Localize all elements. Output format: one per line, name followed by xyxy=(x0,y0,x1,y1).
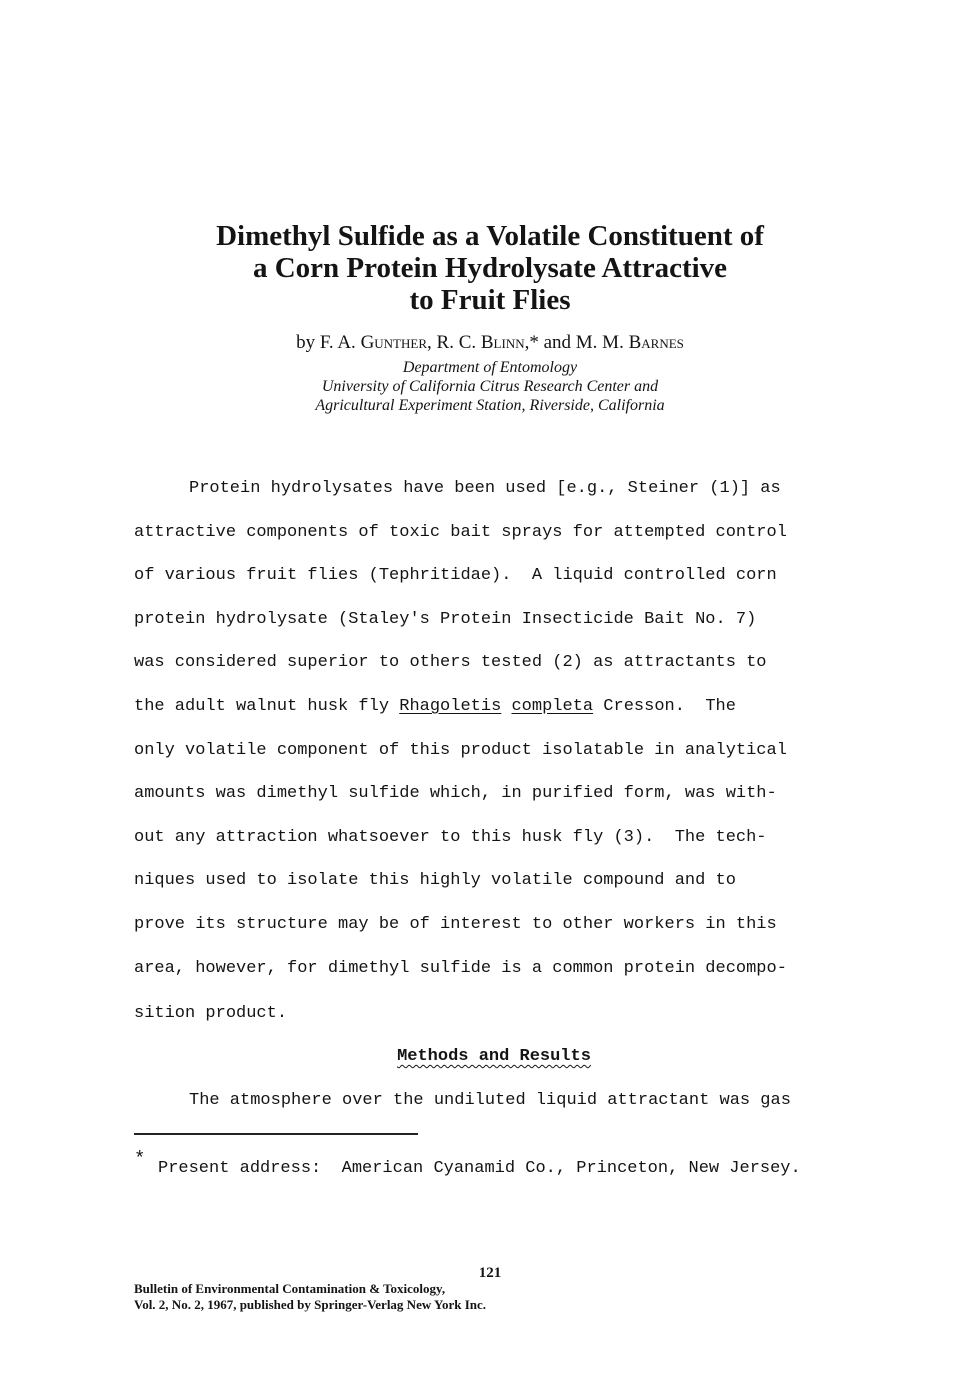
intro-line-8: amounts was dimethyl sulfide which, in purified form, was with- xyxy=(134,784,777,803)
intro-line-3: of various fruit flies (Tephritidae). A liquid controlled corn xyxy=(134,566,777,585)
affiliation-department: Department of Entomology xyxy=(402,359,578,376)
author-barnes: Barnes xyxy=(628,332,684,353)
author-line xyxy=(130,331,850,355)
author-gunther: Gunther xyxy=(360,332,428,353)
intro-line-10: niques used to isolate this highly volatile compound and to xyxy=(134,871,736,890)
journal-line-1: Bulletin of Environmental Contamination & Toxicology, xyxy=(134,1281,446,1296)
affiliation-station: Agricultural Experiment Station, Riverside, California xyxy=(315,397,665,414)
affiliation-university: University of California Citrus Research Center and xyxy=(321,378,659,395)
intro-line-1: Protein hydrolysates have been used [e.g., Steiner (1)] as xyxy=(189,479,781,498)
page-number: 121 xyxy=(478,1265,502,1281)
intro-line-5: was considered superior to others tested (2) as attractants to xyxy=(134,653,767,672)
intro-line-6-post: Cresson. The xyxy=(593,697,736,716)
paper-title xyxy=(130,220,850,316)
journal-citation xyxy=(134,1281,734,1313)
methods-line-1: The atmosphere over the undiluted liquid attractant was gas xyxy=(189,1091,791,1110)
title-line-1: Dimethyl Sulfide as a Volatile Constituent of xyxy=(216,220,764,252)
intro-line-6-space xyxy=(501,697,511,716)
footnote-text: Present address: American Cyanamid Co., Princeton, New Jersey. xyxy=(158,1159,801,1178)
journal-line-2: Vol. 2, No. 2, 1967, published by Springer-Verlag New York Inc. xyxy=(134,1297,487,1312)
species-genus: Rhagoletis xyxy=(399,697,502,716)
author-prefix: by F. A. xyxy=(296,332,361,353)
section-heading-methods xyxy=(134,1046,854,1068)
author-sep-1: , R. C. xyxy=(427,332,481,353)
intro-line-7: only volatile component of this product isolatable in analytical xyxy=(134,741,787,760)
title-line-3: to Fruit Flies xyxy=(409,284,571,316)
footnote-separator xyxy=(134,1133,418,1135)
intro-line-6 xyxy=(134,696,854,718)
footnote xyxy=(134,1148,874,1240)
footnote-asterisk: * xyxy=(134,1148,146,1170)
intro-line-11: prove its structure may be of interest to other workers in this xyxy=(134,915,777,934)
author-blinn: Blinn xyxy=(480,332,525,353)
author-sep-2: ,* and M. M. xyxy=(524,332,629,353)
intro-line-12: area, however, for dimethyl sulfide is a common protein decompo- xyxy=(134,959,787,978)
intro-line-4: protein hydrolysate (Staley's Protein Insecticide Bait No. 7) xyxy=(134,610,757,629)
affiliation xyxy=(130,358,850,415)
intro-line-6-pre: the adult walnut husk fly xyxy=(134,697,400,716)
intro-line-9: out any attraction whatsoever to this husk fly (3). The tech- xyxy=(134,828,767,847)
section-heading-text: Methods and Results xyxy=(397,1047,591,1066)
intro-line-13: sition product. xyxy=(134,1004,288,1023)
title-line-2: a Corn Protein Hydrolysate Attractive xyxy=(252,252,728,284)
intro-line-2: attractive components of toxic bait sprays for attempted control xyxy=(134,523,787,542)
species-epithet: completa xyxy=(511,697,594,716)
